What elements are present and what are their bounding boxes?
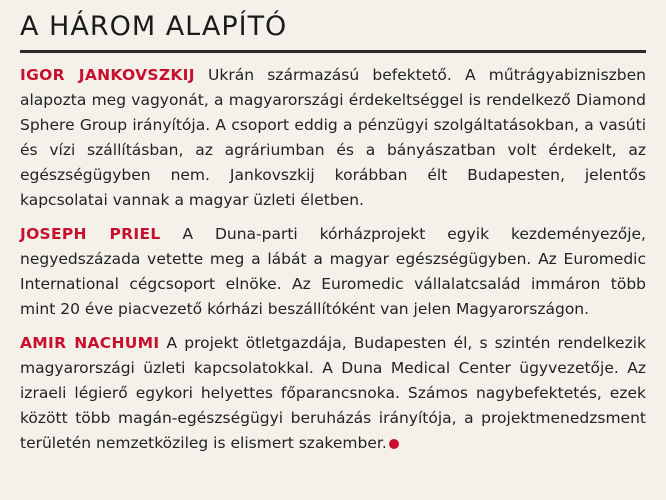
end-of-article-icon <box>389 439 399 449</box>
profile-igor-jankovszkij <box>20 63 646 213</box>
profile-amir-nachumi <box>20 331 646 456</box>
profile-name: AMIR NACHUMI <box>20 334 160 352</box>
profile-text: A Duna-parti kórházprojekt egyik kezdeményezője, negyedszázada vetette meg a lábát a magyar egészségügyben. Az Euromedic International cégcsoport elnöke. Az Euromedic vállalatcsalád immáron több mint 20 éve piacvezető kórházi beszállítóként van jelen Magyarországon. <box>20 225 646 318</box>
profile-name: JOSEPH PRIEL <box>20 225 161 243</box>
profile-text: Ukrán származású befektető. A műtrágyabizniszben alapozta meg vagyonát, a magyarországi érdekeltséggel is rendelkező Diamond Sphere Group irányítója. A csoport eddig a pénzügyi szolgáltatásokban, a vasúti és vízi szállításban, az agráriumban és a bányászatban volt érdekelt, az egészségügyben nem. Jankovszkij korábban élt Budapesten, jelentős kapcsolatai vannak a magyar üzleti életben. <box>20 66 646 209</box>
title-rule <box>20 50 646 53</box>
box-title: A HÁROM ALAPÍTÓ <box>20 11 288 42</box>
profile-name: IGOR JANKOVSZKIJ <box>20 66 195 84</box>
profile-joseph-priel <box>20 222 646 322</box>
profile-text: A projekt ötletgazdája, Budapesten él, s szintén rendelkezik magyarországi üzleti kapcsolatokkal. A Duna Medical Center ügyvezetője. Az izraeli légierő egykori helyettes főparancsnoka. Számos nagybefektetés, ezek között több magán-egészségügyi beruházás irányítója, a projektmenedzsment területén nemzetközileg is elismert szakember. <box>20 334 646 452</box>
